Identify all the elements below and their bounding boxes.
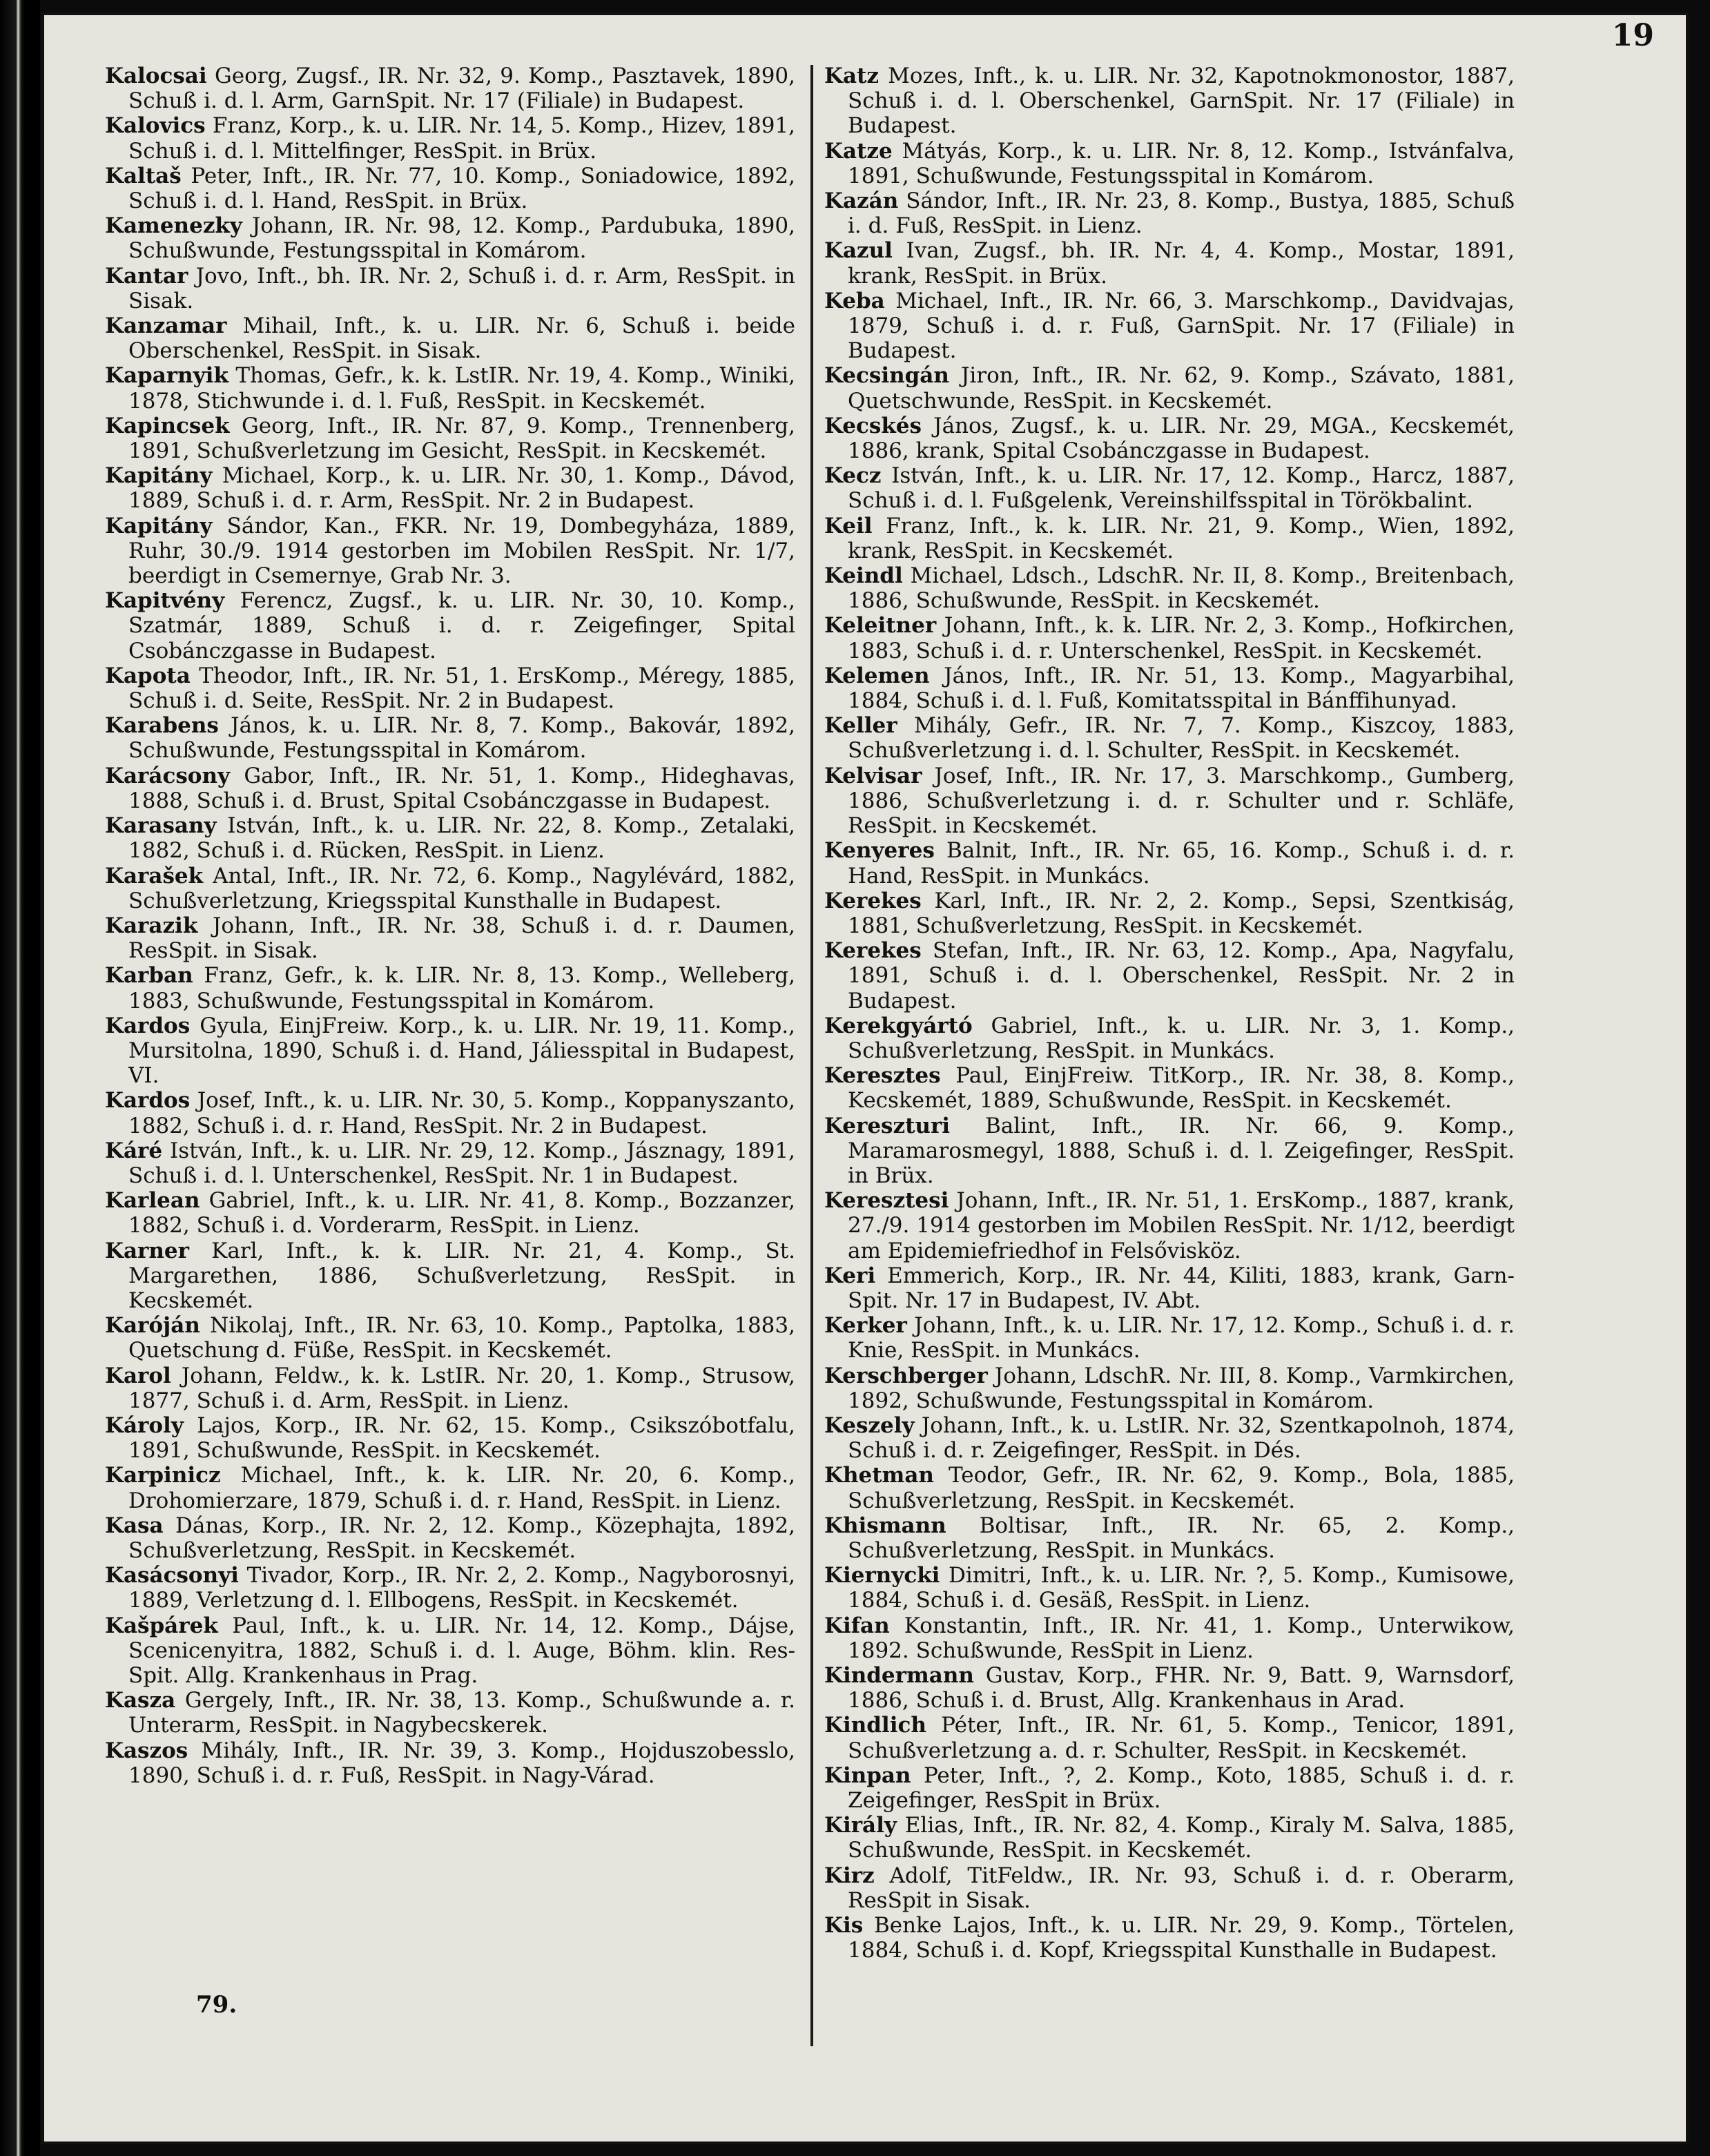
- entry-surname: Karabens: [105, 713, 219, 739]
- list-item: [105, 764, 795, 813]
- list-item: [824, 838, 1515, 888]
- entry-surname: Kapitány: [105, 463, 213, 489]
- entry-surname: Kirz: [824, 1863, 875, 1888]
- scan-binding-edge: [0, 0, 40, 2156]
- list-item: [105, 1738, 795, 1788]
- entry-details: Dimitri, Inft., k. u. LIR. Nr. ?, 5. Komp., Kumisowe, 1884, Schuß i. d. Gesäß, ResSpit. in Lienz.: [848, 1563, 1515, 1613]
- list-item: [105, 663, 795, 713]
- entry-details: Balint, Inft., IR. Nr. 66, 9. Komp., Maramarosmegyl, 1888, Schuß i. d. l. Zeigefinger, ResSpit. in Brüx.: [848, 1113, 1515, 1188]
- entry-details: Teodor, Gefr., IR. Nr. 62, 9. Komp., Bola, 1885, Schußverletzung, ResSpit. in Kecskemét.: [848, 1463, 1515, 1513]
- list-item: [824, 1763, 1515, 1813]
- entry-surname: Karácsony: [105, 763, 231, 788]
- entry-surname: Kazán: [824, 188, 899, 214]
- list-item: [824, 613, 1515, 663]
- entry-details: János, Inft., IR. Nr. 51, 13. Komp., Magyarbihal, 1884, Schuß i. d. l. Fuß, Komitatsspital in Bánffihunyad.: [848, 663, 1515, 714]
- list-item: [105, 1138, 795, 1188]
- list-item: [824, 289, 1515, 364]
- entry-details: Theodor, Inft., IR. Nr. 51, 1. ErsKomp., Méregy, 1885, Schuß i. d. Seite, ResSpit. Nr. 2 in Budapest.: [128, 663, 795, 714]
- list-item: [105, 113, 795, 163]
- entry-details: Johann, Inft., k. u. LIR. Nr. 17, 12. Komp., Schuß i. d. r. Knie, ResSpit. in Munkács.: [848, 1313, 1515, 1363]
- list-item: [105, 213, 795, 263]
- entry-details: János, Zugsf., k. u. LIR. Nr. 29, MGA., Kecskemét, 1886, krank, Spital Csobánczgasse in Budapest.: [848, 413, 1515, 464]
- list-item: [824, 1263, 1515, 1313]
- entry-details: Gabriel, Inft., k. u. LIR. Nr. 3, 1. Komp., Schußverletzung, ResSpit. in Munkács.: [848, 1013, 1515, 1063]
- entry-surname: Káré: [105, 1138, 163, 1163]
- list-item: [824, 663, 1515, 713]
- entry-surname: Kinpan: [824, 1762, 911, 1788]
- list-item: [105, 1239, 795, 1314]
- entry-surname: Kapitvény: [105, 588, 225, 614]
- entry-surname: Kecsingán: [824, 363, 949, 389]
- entry-details: Paul, EinjFreiw. TitKorp., IR. Nr. 38, 8. Komp., Kecskemét, 1889, Schußwunde, ResSpit. in Kecskemét.: [848, 1063, 1515, 1114]
- entry-details: Gyula, EinjFreiw. Korp., k. u. LIR. Nr. 19, 11. Komp., Mursitolna, 1890, Schuß i. d. Hand, Jáliesspital in Budapest, VI.: [128, 1013, 795, 1089]
- list-item: [105, 1513, 795, 1563]
- entry-surname: Kaltaš: [105, 163, 182, 188]
- list-item: [824, 1863, 1515, 1913]
- entry-details: Peter, Inft., ?, 2. Komp., Koto, 1885, Schuß i. d. r. Zeigefinger, ResSpit in Brüx.: [848, 1762, 1515, 1814]
- list-item: [824, 713, 1515, 763]
- list-item: [105, 1463, 795, 1513]
- entry-details: Franz, Inft., k. k. LIR. Nr. 21, 9. Komp., Wien, 1892, krank, ResSpit. in Kecskemét.: [848, 513, 1515, 563]
- entry-surname: Kaszos: [105, 1738, 188, 1763]
- entry-details: Peter, Inft., IR. Nr. 77, 10. Komp., Soniadowice, 1892, Schuß i. d. l. Hand, ResSpit. in Brüx.: [128, 163, 795, 214]
- entry-surname: Kasza: [105, 1688, 176, 1713]
- list-item: [824, 1063, 1515, 1113]
- entry-details: Mátyás, Korp., k. u. LIR. Nr. 8, 12. Komp., Istvánfalva, 1891, Schußwunde, Festungsspital in Komárom.: [848, 138, 1515, 188]
- entry-surname: Keleitner: [824, 613, 937, 639]
- list-item: [105, 913, 795, 963]
- list-item: [105, 1363, 795, 1413]
- entry-details: Paul, Inft., k. u. LIR. Nr. 14, 12. Komp., Dájse, Scenicenyitra, 1882, Schuß i. d. l. Auge, Böhm. klin. Res-Spit. Allg. Krankenhaus in Prag.: [128, 1613, 795, 1688]
- list-item: [105, 463, 795, 513]
- entry-details: Gustav, Korp., FHR. Nr. 9, Batt. 9, Warnsdorf, 1886, Schuß i. d. Brust, Allg. Krankenhaus in Arad.: [848, 1663, 1515, 1713]
- entry-details: Josef, Inft., k. u. LIR. Nr. 30, 5. Komp., Koppanyszanto, 1882, Schuß i. d. r. Hand, ResSpit. Nr. 2 in Budapest.: [128, 1088, 795, 1138]
- entry-surname: Karazik: [105, 913, 198, 938]
- list-item: [824, 1188, 1515, 1263]
- entry-surname: Kis: [824, 1913, 864, 1939]
- list-item: [105, 64, 795, 113]
- entry-surname: Kalocsai: [105, 64, 207, 88]
- list-item: [824, 139, 1515, 188]
- entry-details: Michael, Inft., IR. Nr. 66, 3. Marschkomp., Davidvajas, 1879, Schuß i. d. r. Fuß, GarnSpit. Nr. 17 (Filiale) in Budapest.: [848, 288, 1515, 364]
- list-item: [824, 1114, 1515, 1189]
- entry-surname: Keller: [824, 713, 897, 739]
- entry-surname: Kapota: [105, 663, 191, 688]
- entry-surname: Keindl: [824, 563, 903, 589]
- entry-surname: Kereszturi: [824, 1113, 951, 1138]
- list-item: [105, 588, 795, 663]
- list-item: [824, 1663, 1515, 1713]
- list-item: [105, 1563, 795, 1613]
- entry-details: Stefan, Inft., IR. Nr. 63, 12. Komp., Apa, Nagyfalu, 1891, Schuß i. d. l. Oberschenkel, ResSpit. Nr. 2 in Budapest.: [848, 938, 1515, 1013]
- entry-surname: Khetman: [824, 1463, 934, 1488]
- entry-details: Johann, Inft., k. k. LIR. Nr. 2, 3. Komp., Hofkirchen, 1883, Schuß i. d. r. Unterschenkel, ResSpit. in Kecskemét.: [848, 613, 1515, 663]
- entry-details: Johann, Inft., IR. Nr. 51, 1. ErsKomp., 1887, krank, 27./9. 1914 gestorben im Mobilen ResSpit. Nr. 1/12, beerdigt am Epidemiefriedhof in Felsővisköz.: [848, 1188, 1515, 1263]
- entry-surname: Kasa: [105, 1513, 164, 1538]
- entry-surname: Keresztesi: [824, 1188, 949, 1214]
- entry-surname: Kašpárek: [105, 1613, 218, 1638]
- entry-details: Mihály, Inft., IR. Nr. 39, 3. Komp., Hojduszobesslo, 1890, Schuß i. d. r. Fuß, ResSpit. in Nagy-Várad.: [128, 1738, 795, 1788]
- entry-details: Jovo, Inft., bh. IR. Nr. 2, Schuß i. d. r. Arm, ResSpit. in Sisak.: [128, 263, 795, 313]
- entry-details: Nikolaj, Inft., IR. Nr. 63, 10. Komp., Paptolka, 1883, Quetschung d. Füße, ResSpit. in Kecskemét.: [128, 1313, 795, 1363]
- entry-details: Dánas, Korp., IR. Nr. 2, 12. Komp., Közephajta, 1892, Schußverletzung, ResSpit. in Kecskemét.: [128, 1513, 795, 1563]
- entry-details: Josef, Inft., IR. Nr. 17, 3. Marschkomp., Gumberg, 1886, Schußverletzung i. d. r. Schulter und r. Schläfe, ResSpit. in Kecskemét.: [848, 763, 1515, 839]
- list-item: [105, 363, 795, 413]
- entry-surname: Kecz: [824, 463, 882, 489]
- entry-surname: Keresztes: [824, 1063, 941, 1089]
- entry-surname: Kelemen: [824, 663, 930, 688]
- list-item: [105, 1188, 795, 1238]
- entry-surname: Kiernycki: [824, 1563, 940, 1589]
- entry-surname: Kazul: [824, 238, 893, 264]
- entry-surname: Karlean: [105, 1188, 200, 1214]
- list-item: [824, 1413, 1515, 1463]
- list-item: [105, 414, 795, 463]
- entry-surname: Katz: [824, 64, 879, 88]
- list-item: [105, 1013, 795, 1089]
- list-item: [824, 563, 1515, 613]
- list-item: [824, 938, 1515, 1013]
- entry-details: István, Inft., k. u. LIR. Nr. 17, 12. Komp., Harcz, 1887, Schuß i. d. l. Fußgelenk, Vereinshilfsspital in Törökbalint.: [848, 463, 1515, 514]
- entry-details: Michael, Ldsch., LdschR. Nr. II, 8. Komp., Breitenbach, 1886, Schußwunde, ResSpit. in Kecskemét.: [848, 563, 1515, 614]
- list-item: [824, 1513, 1515, 1563]
- entry-surname: Keil: [824, 513, 873, 538]
- entry-surname: Karpinicz: [105, 1463, 221, 1488]
- entry-surname: Kanzamar: [105, 313, 227, 339]
- entry-surname: Kardos: [105, 1013, 191, 1038]
- list-item: [105, 1613, 795, 1689]
- entry-surname: Kasácsonyi: [105, 1563, 239, 1589]
- entry-surname: Kecskés: [824, 413, 922, 438]
- entry-surname: Kaparnyik: [105, 363, 229, 389]
- entry-details: István, Inft., k. u. LIR. Nr. 29, 12. Komp., Jásznagy, 1891, Schuß i. d. l. Unterschenkel, ResSpit. Nr. 1 in Budapest.: [128, 1138, 795, 1188]
- entry-details: Karl, Inft., IR. Nr. 2, 2. Komp., Sepsi, Szentkiság, 1881, Schußverletzung, ResSpit. in Kecskemét.: [848, 888, 1515, 938]
- list-item: [824, 1313, 1515, 1363]
- entry-details: Georg, Inft., IR. Nr. 87, 9. Komp., Trennenberg, 1891, Schußverletzung im Gesicht, ResSpit. in Kecskemét.: [128, 413, 795, 464]
- entry-details: Mozes, Inft., k. u. LIR. Nr. 32, Kapotnokmonostor, 1887, Schuß i. d. l. Oberschenkel, GarnSpit. Nr. 17 (Filiale) in Budapest.: [848, 64, 1515, 139]
- entry-details: Adolf, TitFeldw., IR. Nr. 93, Schuß i. d. r. Oberarm, ResSpit in Sisak.: [848, 1863, 1515, 1913]
- entry-surname: Karban: [105, 963, 193, 989]
- entry-surname: Kindermann: [824, 1663, 974, 1688]
- entry-details: Michael, Korp., k. u. LIR. Nr. 30, 1. Komp., Dávod, 1889, Schuß i. d. r. Arm, ResSpit. Nr. 2 in Budapest.: [128, 463, 796, 514]
- entry-surname: Kamenezky: [105, 213, 242, 239]
- entry-details: Georg, Zugsf., IR. Nr. 32, 9. Komp., Pasztavek, 1890, Schuß i. d. l. Arm, GarnSpit. Nr. 17 (Filiale) in Budapest.: [128, 64, 795, 114]
- entry-surname: Kerker: [824, 1313, 907, 1339]
- entry-details: Mihály, Gefr., IR. Nr. 7, 7. Komp., Kiszcoy, 1883, Schußverletzung i. d. l. Schulter, ResSpit. in Kecskemét.: [848, 713, 1515, 764]
- entry-details: Gabor, Inft., IR. Nr. 51, 1. Komp., Hideghavas, 1888, Schuß i. d. Brust, Spital Csobánczgasse in Budapest.: [128, 763, 796, 813]
- entry-details: János, k. u. LIR. Nr. 8, 7. Komp., Bakovár, 1892, Schußwunde, Festungsspital in Komárom.: [128, 713, 795, 764]
- list-item: [824, 1813, 1515, 1863]
- list-item: [105, 313, 795, 363]
- entry-surname: Kerschberger: [824, 1363, 988, 1388]
- page-number: 19: [1611, 18, 1654, 53]
- entry-surname: Kapincsek: [105, 413, 230, 438]
- entry-details: Thomas, Gefr., k. k. LstIR. Nr. 19, 4. Komp., Winiki, 1878, Stichwunde i. d. l. Fuß, ResSpit. in Kecskemét.: [128, 363, 795, 414]
- entry-surname: Karóján: [105, 1313, 200, 1339]
- entry-details: Elias, Inft., IR. Nr. 82, 4. Komp., Kiraly M. Salva, 1885, Schußwunde, ResSpit. in Kecskemét.: [848, 1813, 1515, 1863]
- entry-details: Sándor, Kan., FKR. Nr. 19, Dombegyháza, 1889, Ruhr, 30./9. 1914 gestorben im Mobilen ResSpit. Nr. 1/7, beerdigt in Csemernye, Grab Nr. 3.: [128, 513, 796, 589]
- entry-details: Franz, Gefr., k. k. LIR. Nr. 8, 13. Komp., Welleberg, 1883, Schußwunde, Festungsspital in Komárom.: [128, 963, 795, 1013]
- entry-surname: Karner: [105, 1238, 189, 1263]
- entry-details: Franz, Korp., k. u. LIR. Nr. 14, 5. Komp., Hizev, 1891, Schuß i. d. l. Mittelfinger, ResSpit. in Brüx.: [128, 113, 795, 164]
- list-item: [824, 1363, 1515, 1413]
- list-item: [105, 1313, 795, 1363]
- column-divider: [810, 65, 813, 2046]
- entry-surname: Kalovics: [105, 113, 206, 139]
- entry-surname: Karasany: [105, 813, 217, 839]
- entry-surname: Kantar: [105, 263, 188, 289]
- entry-surname: Keszely: [824, 1412, 915, 1438]
- entry-details: Boltisar, Inft., IR. Nr. 65, 2. Komp., Schußverletzung, ResSpit. in Munkács.: [848, 1513, 1515, 1563]
- entry-details: Karl, Inft., k. k. LIR. Nr. 21, 4. Komp., St. Margarethen, 1886, Schußverletzung, ResSpit. in Kecskemét.: [128, 1238, 796, 1313]
- left-column: [105, 64, 795, 1788]
- entry-surname: Kindlich: [824, 1713, 926, 1738]
- list-item: [824, 363, 1515, 413]
- entry-details: Michael, Inft., k. k. LIR. Nr. 20, 6. Komp., Drohomierzare, 1879, Schuß i. d. r. Hand, ResSpit. in Lienz.: [128, 1463, 795, 1513]
- entry-details: Antal, Inft., IR. Nr. 72, 6. Komp., Nagylévárd, 1882, Schußverletzung, Kriegsspital Kunsthalle in Budapest.: [128, 863, 795, 913]
- entry-details: Ivan, Zugsf., bh. IR. Nr. 4, 4. Komp., Mostar, 1891, krank, ResSpit. in Brüx.: [848, 238, 1515, 289]
- entry-surname: Khismann: [824, 1513, 946, 1538]
- entry-details: Benke Lajos, Inft., k. u. LIR. Nr. 29, 9. Komp., Törtelen, 1884, Schuß i. d. Kopf, Kriegsspital Kunsthalle in Budapest.: [848, 1913, 1515, 1963]
- list-item: [824, 1563, 1515, 1613]
- entry-surname: Kenyeres: [824, 838, 935, 864]
- entry-surname: Kerekes: [824, 938, 922, 964]
- list-item: [824, 238, 1515, 288]
- list-item: [105, 164, 795, 213]
- entry-details: Lajos, Korp., IR. Nr. 62, 15. Komp., Csikszóbotfalu, 1891, Schußwunde, ResSpit. in Kecskemét.: [128, 1412, 796, 1464]
- list-item: [105, 1088, 795, 1138]
- entry-details: Gergely, Inft., IR. Nr. 38, 13. Komp., Schußwunde a. r. Unterarm, ResSpit. in Nagybecskerek.: [128, 1688, 795, 1738]
- entry-details: Johann, Feldw., k. k. LstIR. Nr. 20, 1. Komp., Strusow, 1877, Schuß i. d. Arm, ResSpit. in Lienz.: [128, 1363, 795, 1413]
- entry-surname: Király: [824, 1813, 897, 1838]
- entry-surname: Kerekes: [824, 888, 922, 913]
- entry-surname: Kerekgyártó: [824, 1013, 973, 1038]
- entry-surname: Kapitány: [105, 513, 213, 538]
- entry-details: Johann, Inft., k. u. LstIR. Nr. 32, Szentkapolnoh, 1874, Schuß i. d. r. Zeigefinger, ResSpit. in Dés.: [848, 1412, 1515, 1464]
- list-item: [824, 1013, 1515, 1063]
- entry-surname: Keba: [824, 288, 885, 313]
- entry-surname: Katze: [824, 138, 893, 164]
- entry-details: Emmerich, Korp., IR. Nr. 44, Kiliti, 1883, krank, Garn-Spit. Nr. 17 in Budapest, IV. Abt.: [848, 1263, 1515, 1313]
- list-item: [824, 1463, 1515, 1513]
- list-item: [105, 713, 795, 763]
- list-item: [824, 414, 1515, 463]
- list-item: [824, 1913, 1515, 1963]
- entry-details: Johann, IR. Nr. 98, 12. Komp., Pardubuka, 1890, Schußwunde, Festungsspital in Komárom.: [128, 213, 795, 264]
- list-item: [105, 1688, 795, 1738]
- list-item: [824, 188, 1515, 238]
- list-item: [824, 764, 1515, 839]
- entry-details: Johann, LdschR. Nr. III, 8. Komp., Varmkirchen, 1892, Schußwunde, Festungsspital in Komárom.: [848, 1363, 1515, 1413]
- entry-surname: Kifan: [824, 1613, 890, 1638]
- list-item: [105, 514, 795, 589]
- entry-details: Jiron, Inft., IR. Nr. 62, 9. Komp., Szávato, 1881, Quetschwunde, ResSpit. in Kecskemét.: [848, 363, 1515, 414]
- list-item: [824, 1613, 1515, 1663]
- entry-details: Johann, Inft., IR. Nr. 38, Schuß i. d. r. Daumen, ResSpit. in Sisak.: [128, 913, 795, 964]
- list-item: [105, 1413, 795, 1463]
- list-item: [105, 813, 795, 863]
- entry-details: Péter, Inft., IR. Nr. 61, 5. Komp., Tenicor, 1891, Schußverletzung a. d. r. Schulter, ResSpit. in Kecskemét.: [848, 1713, 1515, 1763]
- entry-details: Ferencz, Zugsf., k. u. LIR. Nr. 30, 10. Komp., Szatmár, 1889, Schuß i. d. r. Zeigefinger, Spital Csobánczgasse in Budapest.: [128, 588, 795, 663]
- list-item: [105, 963, 795, 1013]
- list-item: [824, 463, 1515, 513]
- entry-details: Balnit, Inft., IR. Nr. 65, 16. Komp., Schuß i. d. r. Hand, ResSpit. in Munkács.: [848, 838, 1515, 888]
- entry-surname: Károly: [105, 1412, 184, 1438]
- entry-surname: Karol: [105, 1363, 171, 1388]
- entry-details: Gabriel, Inft., k. u. LIR. Nr. 41, 8. Komp., Bozzanzer, 1882, Schuß i. d. Vorderarm, ResSpit. in Lienz.: [128, 1188, 796, 1239]
- signature-mark: 79.: [196, 1991, 237, 2019]
- entry-details: István, Inft., k. u. LIR. Nr. 22, 8. Komp., Zetalaki, 1882, Schuß i. d. Rücken, ResSpit. in Lienz.: [128, 813, 795, 864]
- entry-details: Sándor, Inft., IR. Nr. 23, 8. Komp., Bustya, 1885, Schuß i. d. Fuß, ResSpit. in Lienz.: [848, 188, 1515, 239]
- list-item: [824, 64, 1515, 139]
- entry-surname: Keri: [824, 1263, 876, 1288]
- entry-details: Mihail, Inft., k. u. LIR. Nr. 6, Schuß i. beide Oberschenkel, ResSpit. in Sisak.: [128, 313, 795, 364]
- list-item: [824, 514, 1515, 563]
- entry-surname: Kelvisar: [824, 763, 922, 788]
- list-item: [824, 1713, 1515, 1762]
- list-item: [105, 264, 795, 313]
- list-item: [105, 864, 795, 913]
- right-column: [824, 64, 1515, 1963]
- entry-details: Tivador, Korp., IR. Nr. 2, 2. Komp., Nagyborosnyi, 1889, Verletzung d. l. Ellbogens, ResSpit. in Kecskemét.: [128, 1563, 795, 1613]
- entry-surname: Karašek: [105, 863, 204, 888]
- entry-surname: Kardos: [105, 1088, 191, 1114]
- list-item: [824, 888, 1515, 938]
- document-page: [41, 12, 1689, 2144]
- entry-details: Konstantin, Inft., IR. Nr. 41, 1. Komp., Unterwikow, 1892. Schußwunde, ResSpit in Lienz.: [848, 1613, 1515, 1663]
